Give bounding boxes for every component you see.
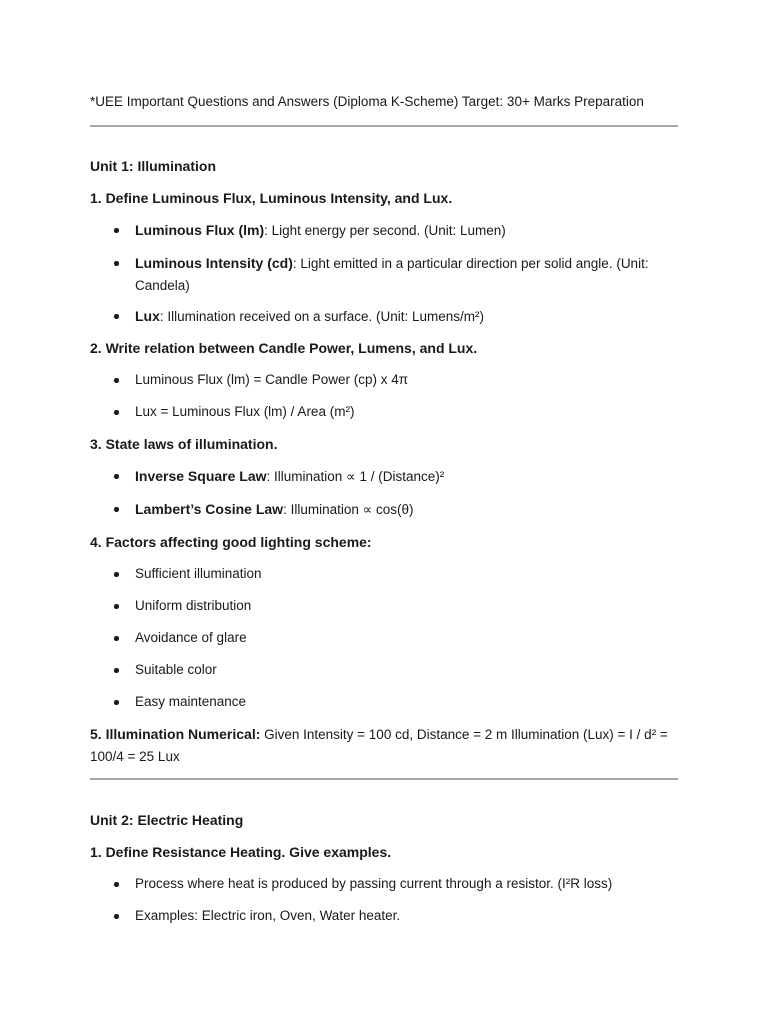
unit-2-title: Unit 2: Electric Heating (90, 812, 244, 828)
definition: : Light emitted in a particular direction per solid angle. (Unit: Candela) (135, 256, 649, 293)
horizontal-rule (90, 125, 678, 127)
unit-1-question-5 (90, 723, 678, 768)
list-item: Uniform distribution (135, 595, 665, 617)
term: Luminous Intensity (cd) (135, 255, 293, 271)
list-item (135, 305, 665, 328)
list-item: Process where heat is produced by passing current through a resistor. (I²R loss) (135, 873, 665, 895)
list-item: Easy maintenance (135, 691, 665, 713)
list-item: Sufficient illumination (135, 563, 665, 585)
list-item (135, 465, 665, 488)
term: Inverse Square Law (135, 468, 267, 484)
list-item: Examples: Electric iron, Oven, Water heater. (135, 905, 665, 927)
unit-1-question-5-answer: Given Intensity = 100 cd, Distance = 2 m Illumination (Lux) = I / d² = 100/4 = 25 Lux (90, 727, 668, 764)
list-item (135, 252, 665, 297)
unit-1-question-5-heading: 5. Illumination Numerical: (90, 726, 261, 742)
definition: : Illumination received on a surface. (Unit: Lumens/m²) (159, 309, 485, 324)
unit-1-question-3-heading: 3. State laws of illumination. (90, 436, 278, 452)
list-item (135, 219, 665, 242)
horizontal-rule (90, 778, 678, 780)
list-item: Suitable color (135, 659, 665, 681)
definition: : Illumination ∝ 1 / (Distance)² (266, 469, 445, 484)
document-title: *UEE Important Questions and Answers (Diploma K-Scheme) Target: 30+ Marks Preparation (90, 94, 644, 109)
term: Lux (135, 308, 160, 324)
unit-1-title: Unit 1: Illumination (90, 158, 216, 174)
unit-2-question-1-heading: 1. Define Resistance Heating. Give examples. (90, 844, 392, 860)
unit-1-question-1-heading: 1. Define Luminous Flux, Luminous Intensity, and Lux. (90, 190, 453, 206)
definition: : Light energy per second. (Unit: Lumen) (264, 223, 506, 238)
list-item: Luminous Flux (lm) = Candle Power (cp) x 4π (135, 369, 665, 391)
term: Luminous Flux (lm) (135, 222, 265, 238)
unit-1-question-2-heading: 2. Write relation between Candle Power, Lumens, and Lux. (90, 340, 478, 356)
list-item: Lux = Luminous Flux (lm) / Area (m²) (135, 401, 665, 423)
unit-1-question-4-heading: 4. Factors affecting good lighting scheme: (90, 534, 372, 550)
term: Lambert’s Cosine Law (135, 501, 284, 517)
definition: : Illumination ∝ cos(θ) (283, 502, 414, 517)
list-item: Avoidance of glare (135, 627, 665, 649)
list-item (135, 498, 665, 521)
